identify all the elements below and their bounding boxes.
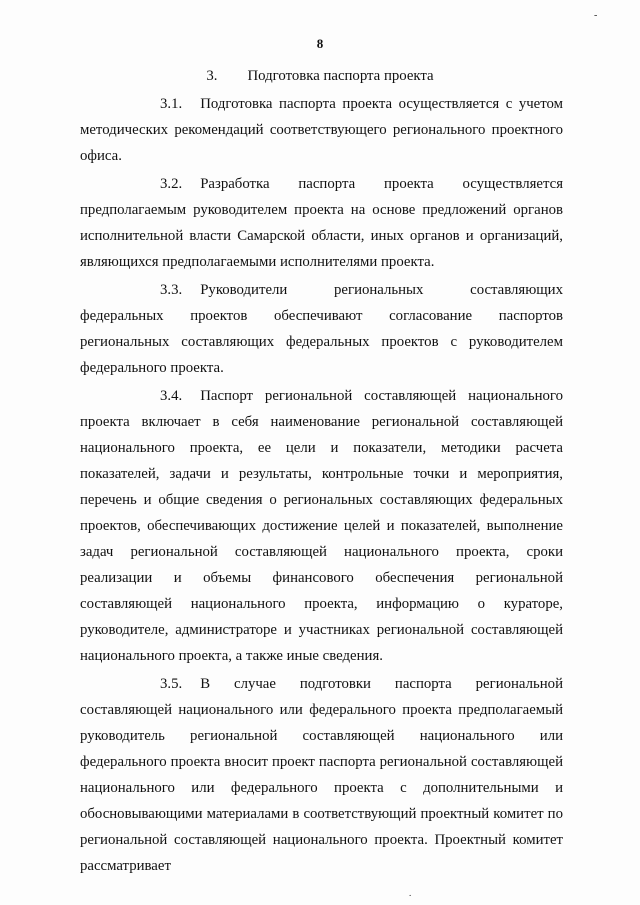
scan-dot: .: [409, 888, 412, 898]
paragraph-text: Разработка паспорта проекта осуществляется предполагаемым руководителем проекта на основе предложений органов исполнительной власти Самарской области, иных органов и организаций, являющихся предполагаемыми исполнителями проекта.: [80, 176, 563, 270]
paragraph-text: В случае подготовки паспорта региональной составляющей национального или федерального проекта предполагаемый руководитель региональной составляющей национального или федерального проекта вносит проект паспорта региональной составляющей национального или федерального проекта с дополнительными и обосновывающими материалами в соответствующий проектный комитет по региональной составляющей национального проекта. Проектный комитет рассматривает: [80, 676, 563, 874]
paragraph-number: 3.5.: [160, 676, 183, 692]
paragraph-number: 3.1.: [160, 96, 183, 112]
paragraph-3-2: [80, 171, 563, 275]
paragraph-text: Паспорт региональной составляющей национального проекта включает в себя наименование региональной составляющей национального проекта, ее цели и показатели, методики расчета показателей, задачи и результаты, контрольные точки и мероприятия, перечень и общие сведения о региональных составляющих федеральных проектов, обеспечивающих достижение целей и показателей, выполнение задач региональной составляющей национального проекта, сроки реализации и объемы финансового обеспечения региональной составляющей национального проекта, информацию о кураторе, руководителе, администраторе и участниках региональной составляющей национального проекта, а также иные сведения.: [80, 388, 563, 664]
document-body: [80, 91, 563, 879]
section-title: Подготовка паспорта проекта: [247, 68, 434, 84]
paragraph-number: 3.4.: [160, 388, 183, 404]
paragraph-number: 3.3.: [160, 282, 183, 298]
paragraph-3-1: [80, 91, 563, 169]
section-heading: [0, 67, 640, 85]
paragraph-3-3: [80, 277, 563, 381]
paragraph-3-5: [80, 671, 563, 879]
section-number: 3.: [206, 68, 218, 84]
paragraph-number: 3.2.: [160, 176, 183, 192]
paragraph-3-4: [80, 383, 563, 669]
scan-mark: -: [594, 10, 598, 21]
page-number: 8: [316, 36, 324, 51]
paragraph-text: Руководители региональных составляющих федеральных проектов обеспечивают согласование паспортов региональных составляющих федеральных проектов с руководителем федерального проекта.: [80, 282, 563, 376]
paragraph-text: Подготовка паспорта проекта осуществляется с учетом методических рекомендаций соответствующего регионального проектного офиса.: [80, 96, 563, 164]
